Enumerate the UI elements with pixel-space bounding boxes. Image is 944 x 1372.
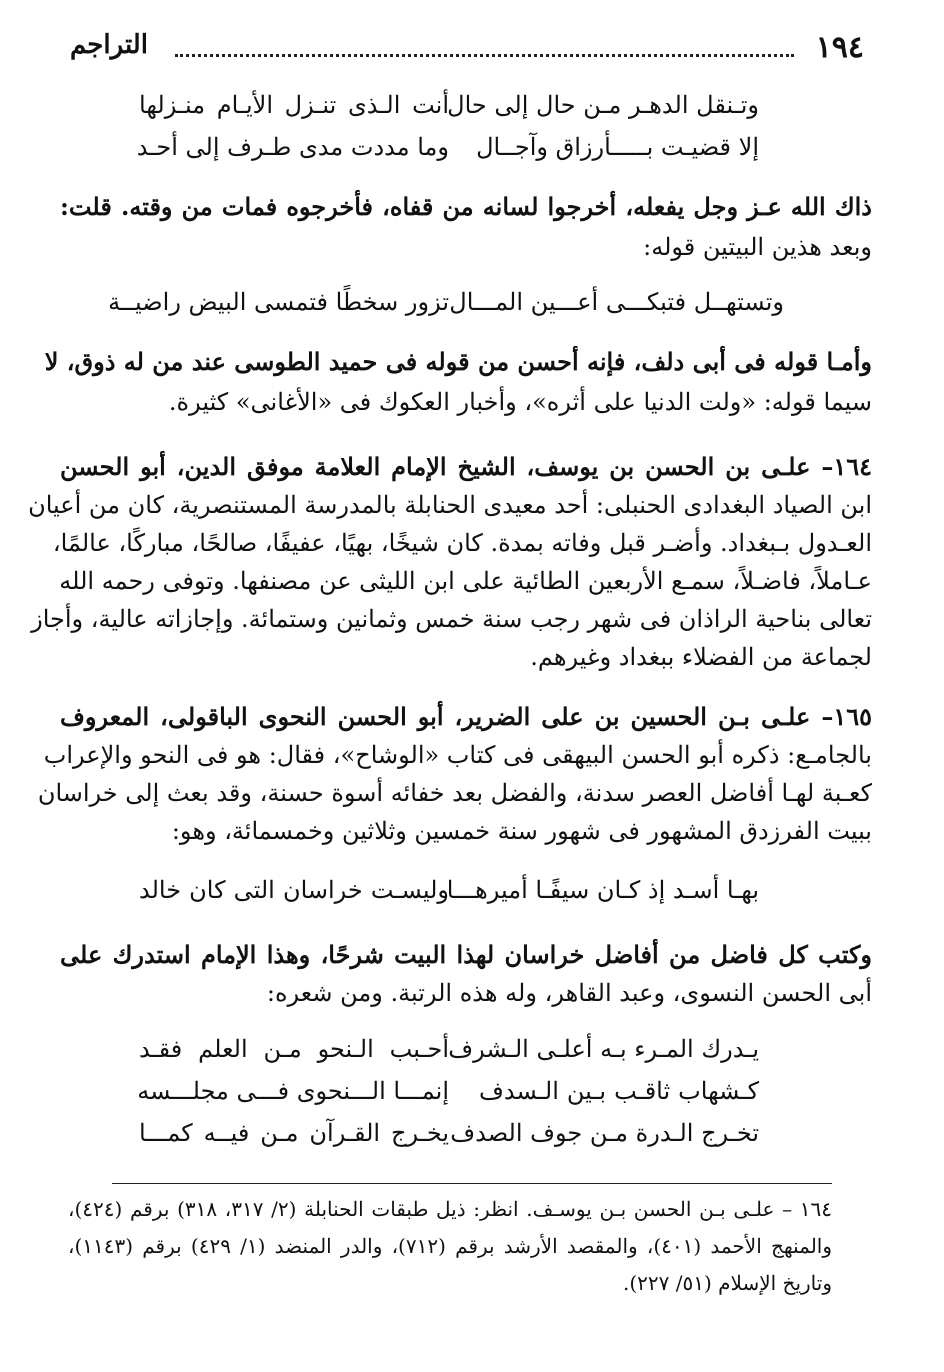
text-line: العـدول بـبغداد. وأضـر قبل وفاته بمدة. كان شيخًا، بهيًا، عفيفًا، صالحًا، مباركًا، عالمًا، <box>52 529 872 557</box>
verse-hemistich: يـدرك المـرء بـه أعلـى الـشرف <box>448 1035 759 1063</box>
text-line: تعالى بناحية الراذان فى شهر رجب سنة خمس وثمانين وستمائة. وإجازاته عالية، وأجاز <box>31 605 872 633</box>
running-title: التراجم <box>70 30 148 60</box>
verse-hemistich: أنت الـذى تنـزل الأيـام منـزلها <box>139 91 449 119</box>
text-line: سيما قوله: «ولت الدنيا على أثره»، وأخبار العكوك فى «الأغانى» كثيرة. <box>168 388 872 416</box>
text-line: كعـبة لهـا أفاضل العصر سدنة، والفضل بعد خفائه أسوة حسنة، وقد بعث إلى خراسان <box>37 779 872 807</box>
text-line: لجماعة من الفضلاء ببغداد وغيرهم. <box>530 643 872 671</box>
verse-hemistich: وليسـت خراسان التى كان خالد <box>139 876 449 904</box>
verse-hemistich: إلا قضيـت بـــــأرزاق وآجــال <box>476 133 759 161</box>
verse-hemistich: وتـنقل الدهـر مـن حال إلى حال <box>447 91 759 119</box>
verse-hemistich: وما مددت مدى طـرف إلى أحـد <box>136 133 449 161</box>
leader-dots <box>175 54 794 57</box>
verse-hemistich: بهـا أسـد إذ كـان سيفًـا أميرهـــا <box>446 876 759 904</box>
text-line: ذاك الله عـز وجل يفعله، أخرجوا لسانه من قفاه، فأخرجوه فمات من وقته. قلت: <box>60 192 872 221</box>
verse-hemistich: تخـرج الـدرة مـن جوف الصدف <box>450 1119 759 1147</box>
verse-hemistich: إنمـــا الـــنحوى فـــى مجلـــسه <box>137 1077 449 1105</box>
verse-hemistich: أحـبب الـنحو مـن العلم فقـد <box>139 1035 449 1063</box>
footnote-line: ١٦٤ – علـى بـن الحسن بـن يوسـف. انظر: ذيل طبقات الحنابلة (٢/ ٣١٧، ٣١٨) برقم (٤٢٤)، <box>68 1197 833 1221</box>
footnote-line: وتاريخ الإسلام (٥١/ ٢٢٧). <box>622 1271 832 1295</box>
verse-hemistich: كـشهاب ثاقـب بـين الـسدف <box>479 1077 759 1105</box>
footnote-line: والمنهج الأحمد (٤٠١)، والمقصد الأرشد برقم (٧١٢)، والدر المنضد (١/ ٤٢٩) برقم (١١٤٣)، <box>68 1234 832 1258</box>
entry-heading: ١٦٥– علـى بـن الحسين بن على الضرير، أبو الحسن النحوى الباقولى، المعروف <box>60 702 872 731</box>
text-line: أبى الحسن النسوى، وعبد القاهر، وله هذه الرتبة. ومن شعره: <box>266 979 872 1007</box>
page-header <box>70 30 864 70</box>
verse-hemistich: يخـرج القـرآن مـن فيــه كمـــا <box>139 1119 449 1147</box>
page-number: ١٩٤ <box>815 30 864 65</box>
entry-heading: ١٦٤– علـى بن الحسن بن يوسف، الشيخ الإمام العلامة موفق الدين، أبو الحسن <box>60 452 872 481</box>
text-line: ابن الصياد البغدادى الحنبلى: أحد معيدى الحنابلة بالمدرسة المستنصرية، كان من أعيان <box>28 491 872 519</box>
text-line: بالجامـع: ذكره أبو الحسن البيهقى فى كتاب «الوشاح»، فقال: هو فى النحو والإعراب <box>43 741 872 769</box>
footnote-rule <box>112 1183 832 1184</box>
text-line: عـاملاً، فاضـلاً، سمـع الأربعين الطائية على ابن الليثى عن مصنفها. وتوفى رحمه الله <box>59 567 872 595</box>
text-line: وأمـا قوله فى أبى دلف، فإنه أحسن من قوله فى حميد الطوسى عند من له ذوق، لا <box>44 347 872 376</box>
text-line: وكتب كل فاضل من أفاضل خراسان لهذا البيت شرحًا، وهذا الإمام استدرك على <box>60 940 872 969</box>
verse-hemistich: وتستهــل فتبكـــى أعـــين المـــال <box>449 288 784 316</box>
text-line: ببيت الفرزدق المشهور فى شهور سنة خمسين وثلاثين وخمسمائة، وهو: <box>171 817 872 845</box>
text-line: وبعد هذين البيتين قوله: <box>643 233 872 261</box>
verse-hemistich: تزور سخطًا فتمسى البيض راضيــة <box>108 288 449 316</box>
